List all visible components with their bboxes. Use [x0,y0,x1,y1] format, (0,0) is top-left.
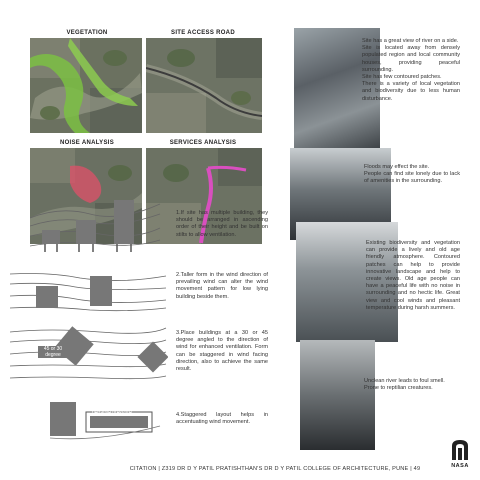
vegetation-map [30,38,142,133]
weaknesses-text [364,164,460,186]
wind-note-3: 3.Place buildings at a 30 or 45 degree angled to the direction of wind for enhanced ventilation. Form can be staggered in wind facing direction, also to achieve the same result. [176,330,268,373]
negative-pressure-label: negative pressure [92,410,132,416]
nasa-logo-text: NASA [451,463,469,469]
strengths-text [362,38,460,103]
wind-diagram-staggered-layout [40,400,166,440]
wind-note-4: 4.Staggered layout helps in accentuating wind movement. [176,412,268,426]
wind-diagram-angled-buildings [10,322,168,386]
citation-footer: CITATION | Z319 DR D Y PATIL PRATISHTHAN'S DR D Y PATIL COLLEGE OF ARCHITECTURE, PUNE | 49 [129,466,421,472]
threats-text [364,378,460,392]
opportunities-text: Existing biodiversity and vegetation can provide a lively and old age friendly atmosphere. Contoured patches can help to provide innovative landscape and help to create views. Old age people can have a peaceful life with no noise in surrounding and no hectic life. Great view and cool winds and pleasant temperature during harsh summers. [366,240,460,311]
site-access-road-map [146,38,262,133]
weakness-item: Floods may effect the site. [364,164,430,170]
nasa-logo [448,438,472,462]
threat-item: Prone to reptilian creatures. [364,385,433,392]
site-access-road-header: SITE ACCESS ROAD [171,30,235,36]
wind-note-1: 1.If site has multiple building, they should be arranged in ascending order of their height and be built on stilts to allow ventilation. [176,210,268,238]
swot-t-letter [300,340,375,450]
noise-analysis-header: NOISE ANALYSIS [59,140,115,146]
weakness-item: People can find site lonely due to lack of amenities in the surrounding. [364,171,460,185]
services-analysis-header: SERVICES ANALYSIS [169,140,237,146]
strength-item: Site has a great view of river on a side. [362,38,459,44]
wind-note-2: 2.Taller form in the wind direction of prevailing wind can alter the wind movement pattern for low lying building beside them. [176,272,268,300]
threat-item: Unclean river leads to foul smell. [364,378,445,384]
strength-item: There is a variety of local vegetation and biodiversity due to less human disturbance. [362,81,460,102]
degree-label: 45 or 30 degree [38,346,68,358]
strength-item: Site is located away from densely populated region and local community houses, providing peaceful surrounding. [362,45,460,73]
vegetation-header: VEGETATION [66,30,108,36]
wind-diagram-taller-form [10,266,168,316]
strength-item: Site has few contoured patches. [362,74,442,81]
nasa-logo-icon [448,438,472,462]
wind-diagram-ascending-buildings [30,196,166,262]
